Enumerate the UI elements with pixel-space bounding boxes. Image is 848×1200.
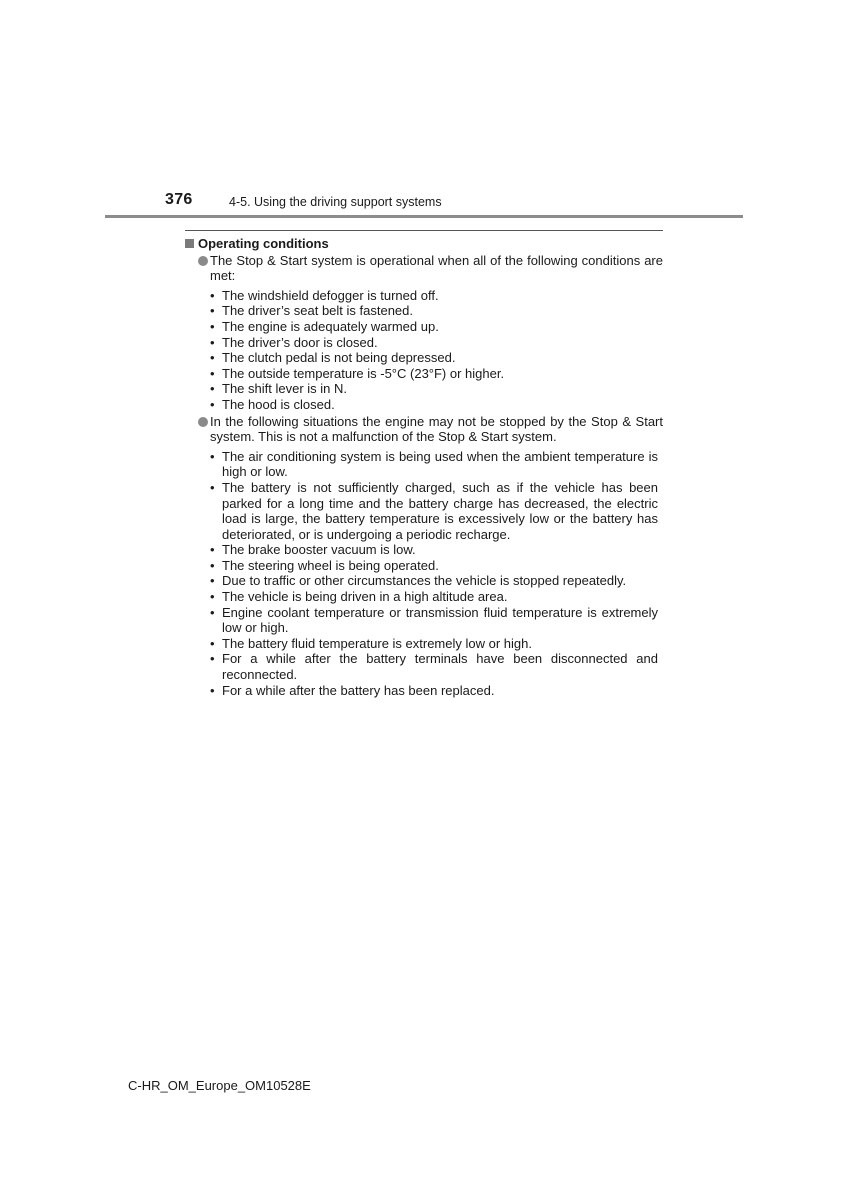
bullet-dot-icon: • [210,479,215,495]
list-item-text: The clutch pedal is not being depressed. [222,350,456,366]
bullet-dot-icon: • [210,573,215,589]
operating-conditions-heading [185,236,663,252]
list-item-text: The vehicle is being driven in a high altitude area. [222,589,508,605]
condition-point-1 [185,253,663,284]
square-bullet-icon [185,239,194,248]
list-item [185,542,663,558]
list-item-text: The outside temperature is -5°C (23°F) or higher. [222,365,505,381]
circle-bullet-icon [198,417,208,427]
section-title: 4-5. Using the driving support systems [229,195,442,209]
list-item-text: The shift lever is in N. [222,381,347,397]
list-item-text: The air conditioning system is being used when the ambient temperature is high or low. [222,448,658,480]
list-item [185,605,663,636]
point-2-text: In the following situations the engine may not be stopped by the Stop & Start system. This is not a malfunction of the Stop & Start system. [210,413,663,445]
bullet-dot-icon: • [210,365,215,381]
header-divider [105,215,743,218]
list-item [185,480,663,542]
list-item [185,366,663,382]
bullet-dot-icon: • [210,557,215,573]
document-id: C-HR_OM_Europe_OM10528E [128,1078,311,1093]
list-item-text: The driver’s seat belt is fastened. [222,303,414,319]
bullet-dot-icon: • [210,396,215,412]
circle-bullet-icon [198,256,208,266]
list-item [185,381,663,397]
bullet-dot-icon: • [210,287,215,303]
bullet-dot-icon: • [210,589,215,605]
list-item [185,683,663,699]
list-item [185,319,663,335]
bullet-dot-icon: • [210,682,215,698]
bullet-dot-icon: • [210,303,215,319]
page-number: 376 [165,191,193,208]
bullet-dot-icon: • [210,635,215,651]
content-divider [185,230,663,231]
list-item [185,397,663,413]
list-item-text: The steering wheel is being operated. [222,557,439,573]
bullet-dot-icon: • [210,334,215,350]
list-item [185,449,663,480]
operational-conditions-list [185,288,663,413]
list-item-text: For a while after the battery terminals have been disconnected and reconnected. [222,651,658,683]
point-1-text: The Stop & Start system is operational when all of the following conditions are met: [210,252,663,284]
engine-not-stopped-list [185,449,663,699]
bullet-dot-icon: • [210,651,215,667]
list-item-text: The brake booster vacuum is low. [222,542,416,558]
list-item-text: Engine coolant temperature or transmission fluid temperature is extremely low or high. [222,604,658,636]
bullet-dot-icon: • [210,381,215,397]
list-item-text: The hood is closed. [222,396,335,412]
list-item [185,350,663,366]
bullet-dot-icon: • [210,318,215,334]
list-item-text: Due to traffic or other circumstances the vehicle is stopped repeatedly. [222,573,627,589]
bullet-dot-icon: • [210,604,215,620]
heading-text: Operating conditions [198,236,329,251]
list-item-text: The windshield defogger is turned off. [222,287,439,303]
condition-point-2 [185,414,663,445]
list-item [185,636,663,652]
list-item-text: The engine is adequately warmed up. [222,318,439,334]
list-item [185,589,663,605]
list-item [185,303,663,319]
bullet-dot-icon: • [210,448,215,464]
list-item [185,335,663,351]
list-item-text: For a while after the battery has been replaced. [222,682,495,698]
list-item-text: The battery is not sufficiently charged, such as if the vehicle has been parked for a long time and the battery charge has decreased, the electric load is large, the battery temperature is excessively low or the battery has deteriorated, or is undergoing a periodic recharge. [222,479,658,542]
list-item [185,573,663,589]
list-item-text: The driver’s door is closed. [222,334,378,350]
bullet-dot-icon: • [210,542,215,558]
list-item [185,558,663,574]
list-item-text: The battery fluid temperature is extremely low or high. [222,635,532,651]
list-item [185,651,663,682]
bullet-dot-icon: • [210,350,215,366]
operating-conditions-section [185,236,663,698]
list-item [185,288,663,304]
